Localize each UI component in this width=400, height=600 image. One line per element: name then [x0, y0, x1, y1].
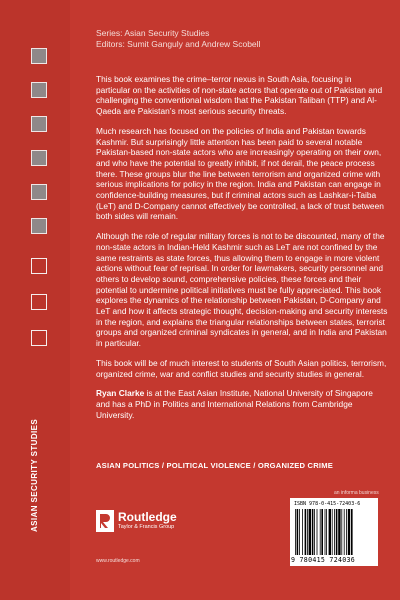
- barcode-panel: [290, 498, 378, 566]
- isbn-number: ISBN 978-0-415-72403-6: [294, 501, 361, 507]
- decorative-square-filled: [31, 48, 47, 64]
- blurb-paragraph-1: This book examines the crime–terror nexus in South Asia, focusing in particular on the activities of non-state actors that operate out of Pakistan and challenging the conventional wisdom that the Pakistan Taliban (TTP) and Al-Qaeda are Pakistan’s most serious security threats.: [96, 74, 383, 117]
- blurb-paragraph-4: This book will be of much interest to students of South Asian politics, terrorism, organized crime, war and conflict studies and security studies in general.: [96, 357, 387, 379]
- blurb-paragraph-2: Much research has focused on the policies of India and Pakistan towards Kashmir. But surprisingly little attention has been paid to several notable Pakistan-based non-state actors who are increasingly operating on their own, and who have the potential to greatly inhibit, if not derail, the peace process there. These groups blur the line between terrorism and organized crime with serious implications for policy in the region. India and Pakistan can engage in confidence-building measures, but if criminal actors such as Lashkar-i-Taiba (LeT) and D-Company cannot effectively be controlled, a lack of trust between both sides will remain.: [96, 125, 384, 222]
- series-vertical-title: ASIAN SECURITY STUDIES: [30, 418, 39, 532]
- decorative-square-outline: [31, 258, 47, 274]
- author-name: Ryan Clarke: [96, 388, 145, 399]
- decorative-square-filled: [31, 116, 47, 132]
- decorative-square-filled: [31, 150, 47, 166]
- blurb-paragraph-3: Although the role of regular military forces is not to be discounted, many of the non-state actors in Indian-Held Kashmir such as LeT are not confined by the same restraints as state forces, thus allowing them to engage in more violent actions without fear of reprisal. In order for lawmakers, security personnel and others to develop sound, comprehensive policies, these forces and their potential to undermine political initiatives must be fully appreciated. This book explores the dynamics of the relationship between Pakistan, D-Company and LeT and how it affects strategic thought, decision-making and security interests in the region, and explains the triangular relationships between states, terrorist groups and organized criminal syndicates in general, and in India and Pakistan in particular.: [96, 231, 388, 349]
- author-bio: [96, 388, 388, 420]
- publisher-group: Taylor & Francis Group: [118, 524, 175, 530]
- ean-number: 9 780415 724036: [291, 556, 356, 564]
- decorative-square-filled: [31, 218, 47, 234]
- decorative-square-outline: [31, 330, 47, 346]
- barcode-icon: [295, 509, 373, 555]
- series-name: Series: Asian Security Studies: [96, 28, 210, 38]
- author-bio-text: is at the East Asian Institute, National University of Singapore and has a PhD in Politics and International Relations from Cambridge University.: [96, 388, 373, 420]
- routledge-logo-icon: [96, 510, 114, 532]
- informa-tagline: an informa business: [334, 490, 379, 496]
- series-editors: Editors: Sumit Ganguly and Andrew Scobell: [96, 39, 261, 49]
- blurb: [96, 74, 388, 429]
- publisher-website: www.routledge.com: [96, 558, 140, 564]
- decorative-square-outline: [31, 294, 47, 310]
- series-info: [96, 28, 260, 50]
- publisher-name: Routledge: [118, 510, 177, 524]
- subject-categories: ASIAN POLITICS / POLITICAL VIOLENCE / ORGANIZED CRIME: [96, 461, 334, 470]
- decorative-square-filled: [31, 82, 47, 98]
- decorative-square-filled: [31, 184, 47, 200]
